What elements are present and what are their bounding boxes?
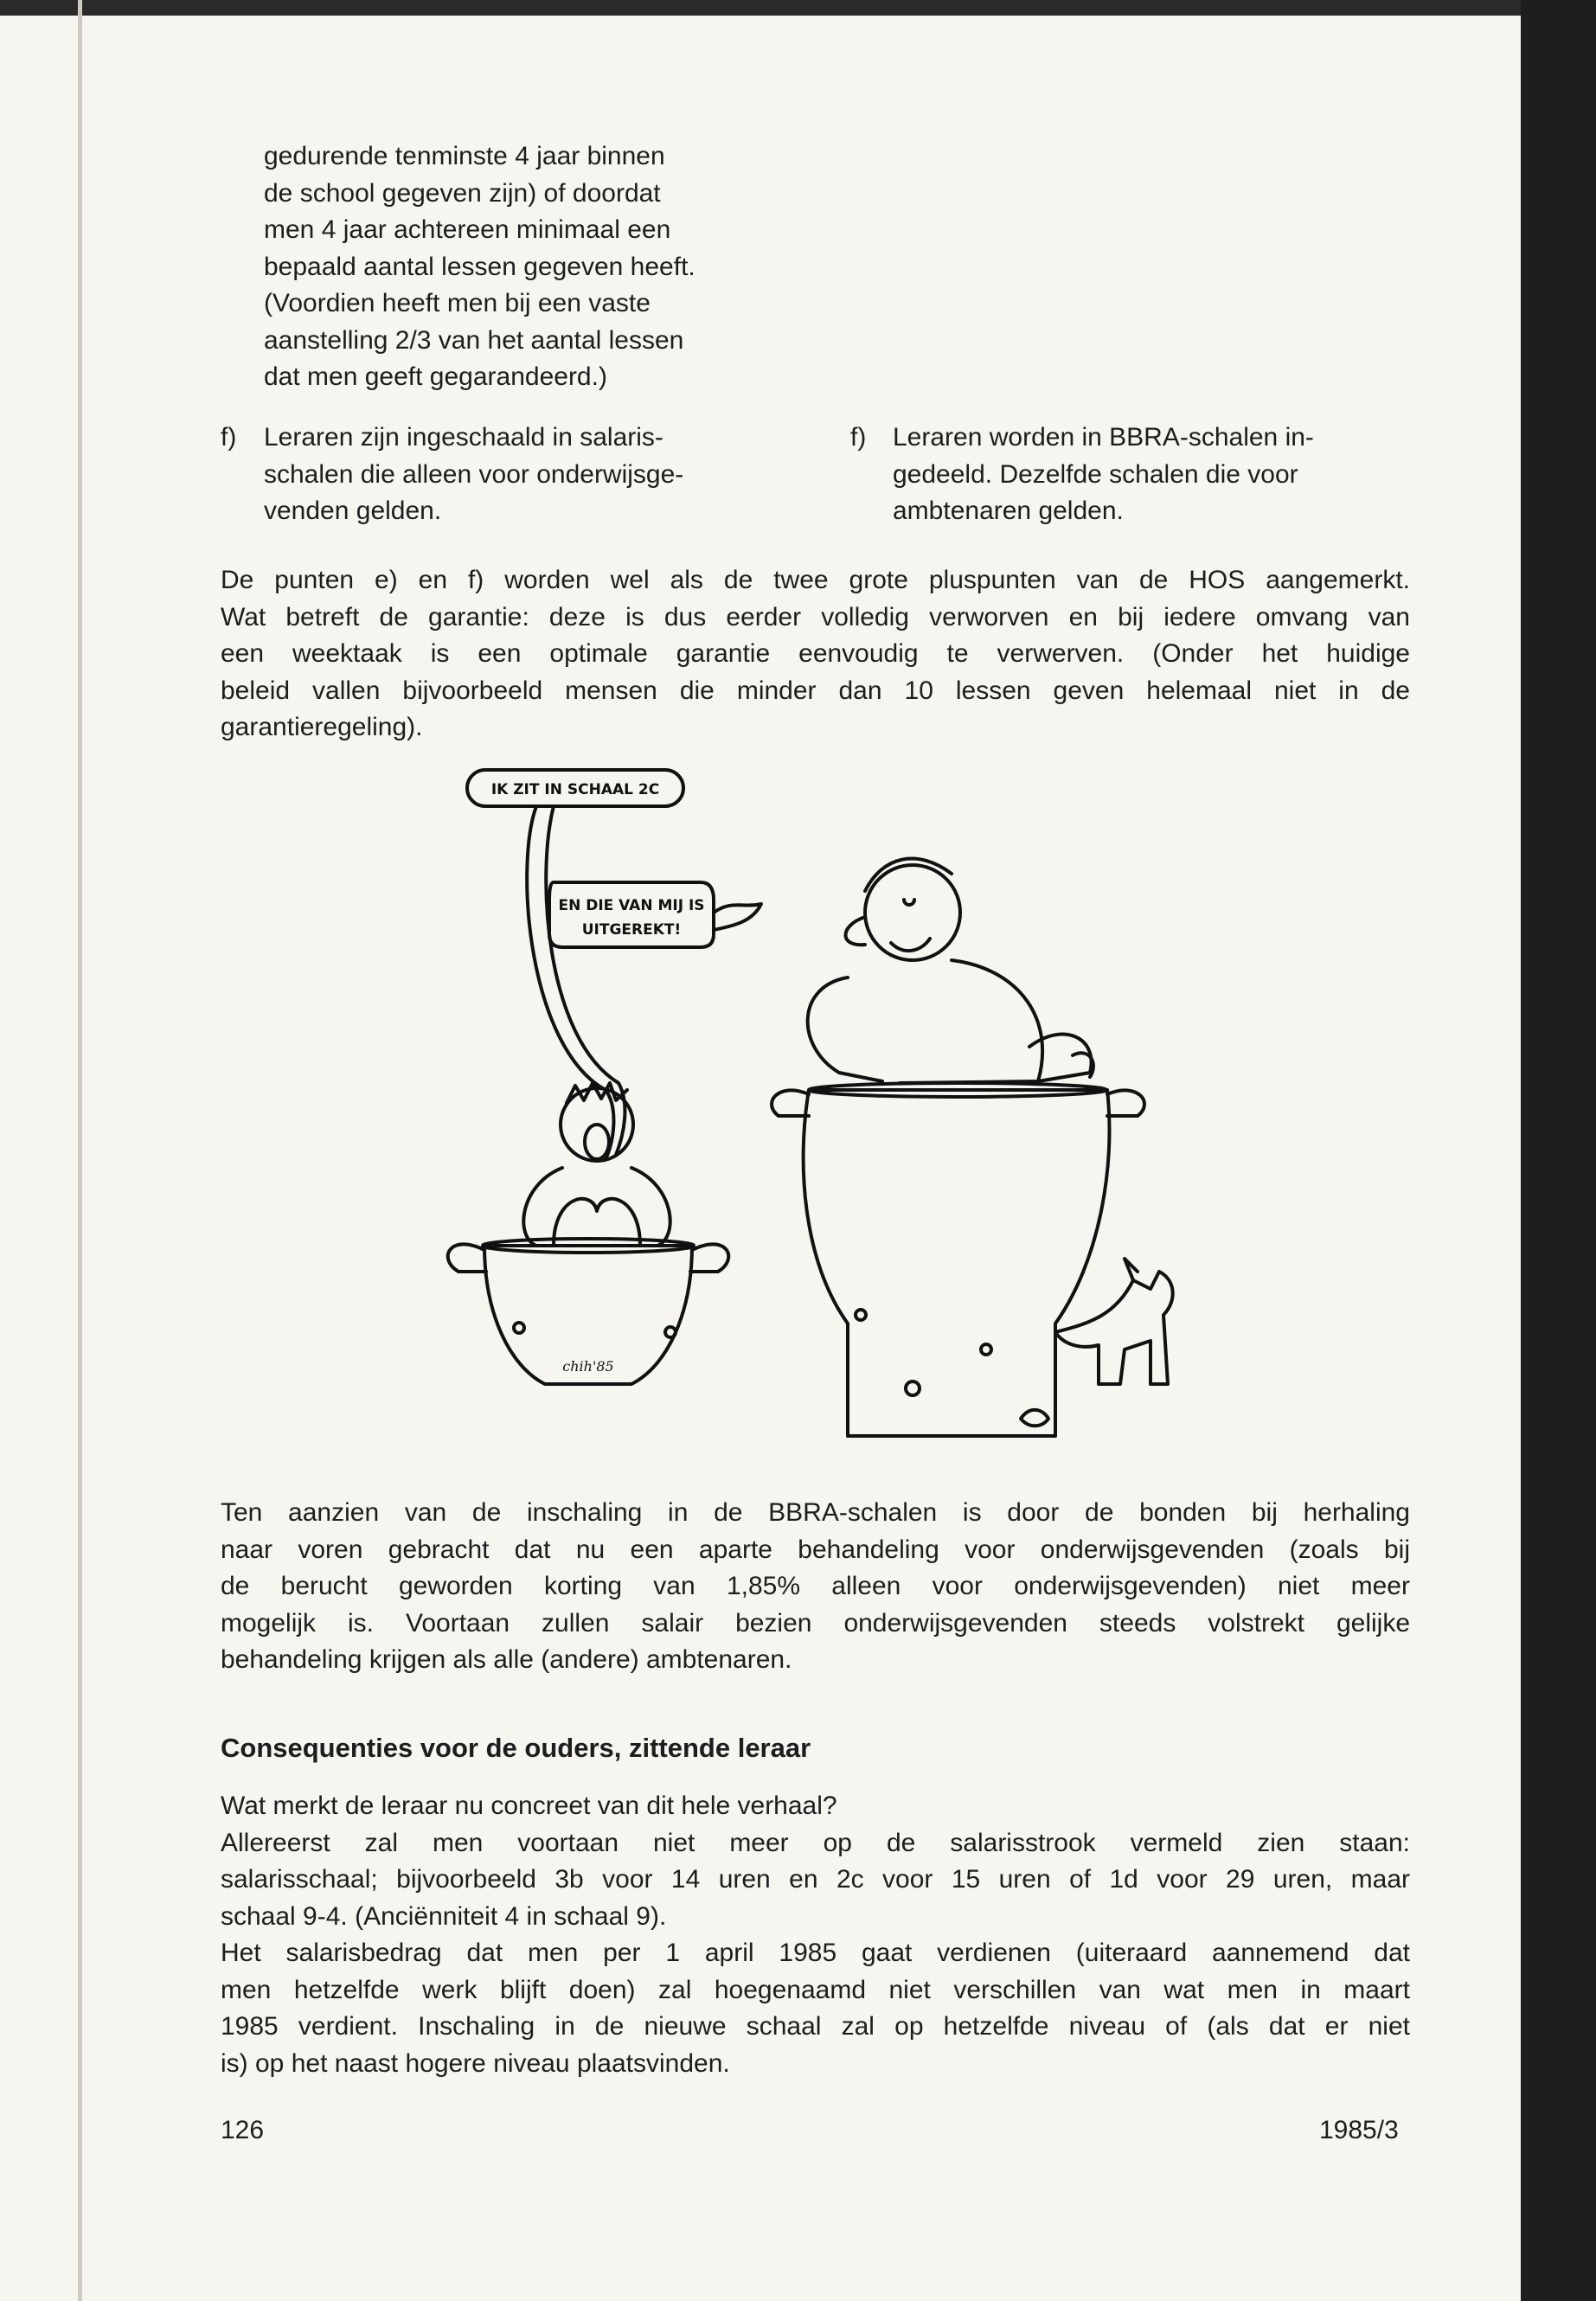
text-line: men hetzelfde werk blijft doen) zal hoegenaamd niet verschillen van wat men in maart [221,1975,1410,2004]
section-heading: Consequenties voor de ouders, zittende leraar [221,1733,811,1763]
big-pot-handle-right [1107,1090,1144,1116]
puddle [1021,1410,1048,1426]
text-line: een weektaak is een optimale garantie eenvoudig te verwerven. (Onder het huidige [221,639,1410,668]
bubble-right-text-1: EN DIE VAN MIJ IS [558,897,705,914]
text-line: dat men geeft gegarandeerd.) [264,362,607,391]
issue-number: 1985/3 [1319,2116,1399,2144]
small-man-arm-left [523,1168,562,1246]
cartoon-illustration [433,761,1211,1471]
text-line: (Voordien heeft men bij een vaste [264,289,651,317]
top-paragraph [264,138,783,396]
item-f-right-label: f) [850,423,867,452]
scan-top-border [0,0,1521,16]
big-man-eye [904,900,914,905]
bubble-left-text: IK ZIT IN SCHAAL 2C [490,781,660,798]
dog [1055,1272,1173,1384]
bubble-tail-left [527,806,613,1159]
pot-rivet [665,1327,676,1337]
text-line: Leraren worden in BBRA-schalen in- [893,423,1314,452]
small-man-nose [585,1125,609,1159]
text-line: bepaald aantal lessen gegeven heeft. [264,252,695,281]
big-man-body [900,960,1042,1083]
item-f-left-label: f) [221,423,237,452]
paragraph-inschaling [221,1495,1410,1679]
small-pot-handle-right [690,1244,728,1272]
big-man-head [865,865,960,960]
pot-rivet [856,1310,866,1320]
text-line: Ten aanzien van de inschaling in de BBRA-schalen is door de bonden bij herhaling [221,1498,1410,1527]
pot-rivet [514,1323,524,1333]
big-pot-handle-left [772,1090,809,1116]
text-line: de school gegeven zijn) of doordat [264,178,661,208]
text-line: Allereerst zal men voortaan niet meer op de salarisstrook vermeld zien staan: [221,1828,1410,1857]
big-man-nose [846,917,866,945]
small-pot-handle-left [448,1244,486,1272]
text-line: 1985 verdient. Inschaling in de nieuwe schaal zal op hetzelfde niveau of (als dat er niet [221,2012,1410,2041]
text-line: salarisschaal; bijvoorbeeld 3b voor 14 uren en 2c voor 15 uren of 1d voor 29 uren, maar [221,1865,1410,1894]
big-pot [804,1090,1110,1436]
text-line: de berucht geworden korting van 1,85% alleen voor onderwijsgevenden) niet meer [221,1572,1410,1600]
big-man-arm [808,977,882,1081]
paragraph-consequenties [221,1788,1410,2082]
scan-left-edge [78,0,82,2301]
text-line: Wat betreft de garantie: deze is dus eerder volledig verworven en bij iedere omvang van [221,602,1410,631]
text-line: aanstelling 2/3 van het aantal lessen [264,325,684,355]
text-line: De punten e) en f) worden wel als de twee grote pluspunten van de HOS aangemerkt. [221,566,1410,594]
bubble-tail-right [714,904,761,930]
text-line: schaal 9-4. (Anciënniteit 4 in schaal 9). [221,1901,667,1931]
pot-rivet [981,1344,991,1355]
text-line: garantieregeling). [221,713,423,741]
bubble-right-text-2: UITGEREKT! [581,921,682,939]
page-number: 126 [221,2116,265,2144]
text-line: gedurende tenminste 4 jaar binnen [264,142,665,170]
dog-tail [1125,1259,1138,1280]
text-line: Wat merkt de leraar nu concreet van dit hele verhaal? [221,1791,837,1820]
item-f-left [264,420,783,530]
text-line: mogelijk is. Voortaan zullen salair bezien onderwijsgevenden steeds volstrekt gelijke [221,1608,1410,1638]
text-line: schalen die alleen voor onderwijsge- [264,459,684,489]
text-line: behandeling krijgen als alle (andere) ambtenaren. [221,1645,792,1674]
text-line: venden gelden. [264,497,442,525]
artist-signature: chih'85 [562,1358,614,1375]
text-line: men 4 jaar achtereen minimaal een [264,215,671,244]
text-line: naar voren gebracht dat nu een aparte behandeling voor onderwijsgevenden (zoals bij [221,1535,1410,1564]
paragraph-pluspunten [221,562,1410,747]
text-line: Leraren zijn ingeschaald in salaris- [264,423,663,452]
text-line: Het salarisbedrag dat men per 1 april 1985 gaat verdienen (uiteraard aannemend dat [221,1939,1410,1967]
text-line: gedeeld. Dezelfde schalen die voor [893,459,1298,489]
text-line: beleid vallen bijvoorbeeld mensen die minder dan 10 lessen geven helemaal niet in de [221,676,1410,705]
item-f-right [893,420,1412,530]
pot-rivet [906,1381,920,1395]
big-man-mouth [891,939,930,951]
small-man-arm-right [631,1168,670,1246]
text-line: ambtenaren gelden. [893,497,1124,525]
text-line: is) op het naast hogere niveau plaatsvinden. [221,2048,730,2078]
